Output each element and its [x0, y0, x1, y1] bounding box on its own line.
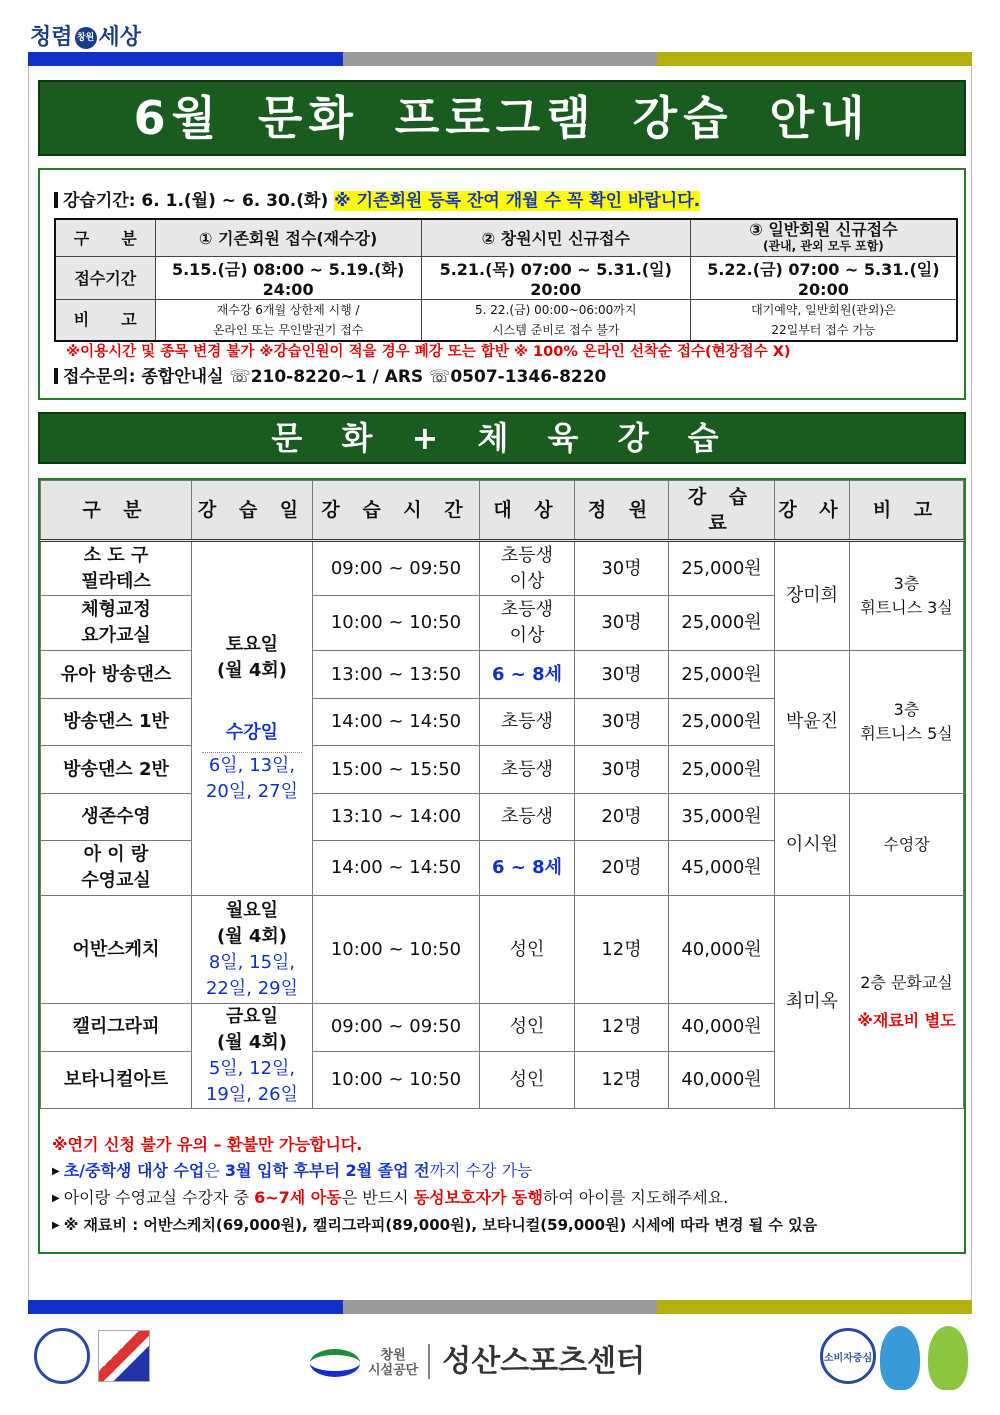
program-remarks: 수영장 [850, 794, 964, 896]
material-fee-note: ※재료비 별도 [857, 1011, 956, 1030]
reg-note-existing [155, 299, 421, 341]
reg-period-citizen: 5.21.(목) 07:00 ~ 5.31.(일) 20:00 [421, 256, 690, 299]
program-remarks [850, 896, 964, 1109]
header-instructor: 강 사 [775, 481, 850, 541]
table-row [41, 651, 964, 699]
program-target-1: 초등생 [500, 599, 554, 620]
program-fee: 40,000원 [669, 1051, 775, 1108]
program-name-line2: 수영교실 [81, 870, 151, 891]
contact-text: 접수문의: 종합안내실 ☏210-8220~1 / ARS ☏0507-1346-8220 [63, 367, 607, 387]
note-material: ▶ ※ 재료비 : 어반스케치(69,000원), 캘리그라피(89,000원), 보타니컬(59,000원) 시세에 따라 변경 될 수 있음 [52, 1216, 818, 1234]
note-student-c: 3월 입학 후부터 2월 졸업 전 [224, 1161, 430, 1180]
program-box [38, 478, 966, 1254]
note-student-a: 초/중학생 대상 수업 [63, 1161, 205, 1180]
note-refund: ※연기 신청 불가 유의 – 환불만 가능합니다. [52, 1135, 363, 1154]
note-student: ▶ 초/중학생 대상 수업은 3월 입학 후부터 2월 졸업 전까지 수강 가능 [52, 1161, 533, 1180]
section-title: 문 화 + 체 육 강 습 [38, 412, 966, 464]
footer [0, 1318, 1000, 1408]
reg-note-citizen [421, 299, 690, 341]
program-target: 초등생 [480, 699, 575, 746]
page-title: 6월 문화 프로그램 강습 안내 [38, 80, 966, 156]
reg-period-existing: 5.15.(금) 08:00 ~ 5.19.(화) 24:00 [155, 256, 421, 299]
program-time: 10:00 ~ 10:50 [313, 896, 480, 1004]
program-target: 초등생 [480, 746, 575, 794]
program-fee: 25,000원 [669, 651, 775, 699]
integrity-logo [30, 20, 141, 51]
program-remarks [850, 541, 964, 651]
instructor-name: 최미옥 [775, 896, 850, 1109]
period-line [54, 186, 700, 211]
program-capacity: 30명 [575, 651, 669, 699]
program-name: 방송댄스 2반 [41, 746, 192, 794]
program-time: 09:00 ~ 09:50 [313, 1004, 480, 1052]
top-color-stripe [28, 52, 972, 66]
program-target [480, 596, 575, 651]
mascot-green-icon [928, 1326, 968, 1390]
program-target: 성인 [480, 1051, 575, 1108]
org-small-1: 창원 [380, 1347, 406, 1363]
reg-note-citizen-2: 시스템 준비로 접수 불가 [492, 322, 620, 337]
program-target: 6 ~ 8세 [480, 841, 575, 896]
logo-text-left: 청렴 [30, 24, 73, 50]
note-guardian-b: 6~7세 아동 [254, 1188, 342, 1207]
reg-col-label: 구 분 [55, 219, 155, 256]
table-header-row [41, 481, 964, 541]
header-remarks: 비 고 [850, 481, 964, 541]
instructor-name: 박윤진 [775, 651, 850, 794]
sports-center-logo [310, 1336, 645, 1380]
note-guardian-a: 아이랑 수영교실 수강자 중 [63, 1188, 255, 1207]
program-fee: 25,000원 [669, 541, 775, 596]
org-small-2: 시설공단 [368, 1362, 419, 1378]
program-capacity: 20명 [575, 841, 669, 896]
program-time: 10:00 ~ 10:50 [313, 1051, 480, 1108]
reg-note-citizen-1: 5. 22.(금) 00:00~06:00까지 [474, 302, 637, 317]
contact-line [54, 362, 606, 387]
program-fee: 25,000원 [669, 699, 775, 746]
note-guardian-e: 하여 아이를 지도해주세요. [542, 1188, 729, 1207]
program-name-line1: 소 도 구 [83, 544, 149, 566]
reg-note-general [690, 299, 957, 341]
note-student-d: 까지 수강 가능 [429, 1161, 533, 1180]
table-row [41, 794, 964, 841]
program-capacity: 30명 [575, 699, 669, 746]
program-time: 14:00 ~ 14:50 [313, 699, 480, 746]
program-time: 15:00 ~ 15:50 [313, 746, 480, 794]
header-day: 강 습 일 [192, 481, 313, 541]
program-time: 13:00 ~ 13:50 [313, 651, 480, 699]
header-category: 구 분 [41, 481, 192, 541]
program-name [41, 596, 192, 651]
period-label: 강습기간: 6. 1.(월) ~ 6. 30.(화) [63, 191, 329, 211]
reg-col-general [690, 219, 957, 256]
program-capacity: 30명 [575, 541, 669, 596]
table-row [41, 896, 964, 1004]
program-capacity: 30명 [575, 746, 669, 794]
sat-dates-1: 6일, 13일, [208, 755, 296, 776]
header-time: 강 습 시 간 [313, 481, 480, 541]
program-target-2: 이상 [509, 570, 545, 592]
program-name: 유아 방송댄스 [41, 651, 192, 699]
header-target: 대 상 [480, 481, 575, 541]
program-name: 생존수영 [41, 794, 192, 841]
program-capacity: 30명 [575, 596, 669, 651]
fri-dates-1: 5일, 12일, [208, 1058, 296, 1079]
program-fee: 25,000원 [669, 746, 775, 794]
reg-col-existing: ① 기존회원 접수(재수강) [155, 219, 421, 256]
remarks-1a: 3층 [893, 574, 920, 593]
bottom-color-stripe [28, 1300, 972, 1314]
fri-dates-2: 19일, 26일 [205, 1084, 299, 1105]
program-name: 캘리그라피 [41, 1004, 192, 1052]
program-fee: 45,000원 [669, 841, 775, 896]
remarks-1b: 휘트니스 3실 [860, 598, 953, 617]
program-name-line1: 체형교정 [81, 599, 151, 620]
program-capacity: 12명 [575, 896, 669, 1004]
mon-dates-2: 22일, 29일 [205, 977, 299, 999]
note-guardian: ▶ 아이랑 수영교실 수강자 중 6~7세 아동은 반드시 동성보호자가 동행하여 아이를 지도해주세요. [52, 1188, 729, 1207]
program-target-2: 이상 [509, 625, 545, 646]
program-name [41, 841, 192, 896]
monday-schedule [192, 896, 313, 1004]
reg-period-general: 5.22.(금) 07:00 ~ 5.31.(일) 20:00 [690, 256, 957, 299]
program-name: 어반스케치 [41, 896, 192, 1004]
friday-schedule [192, 1004, 313, 1109]
program-name: 보타니컬아트 [41, 1051, 192, 1108]
program-name-line2: 요가교실 [81, 625, 151, 646]
note-student-b: 은 [204, 1161, 225, 1180]
center-name: 성산스포츠센터 [428, 1344, 645, 1379]
reg-col-general-label: ③ 일반회원 신규접수 [749, 219, 898, 239]
program-target: 초등생 [480, 794, 575, 841]
program-time: 10:00 ~ 10:50 [313, 596, 480, 651]
reg-row-note-label: 비 고 [55, 299, 155, 341]
sat-dates-2: 20일, 27일 [205, 781, 299, 802]
table-row [41, 541, 964, 596]
header-fee: 강 습 료 [669, 481, 775, 541]
reg-note-general-1: 대기예약, 일반회원(관외)은 [751, 302, 896, 317]
warning-line: ※이용시간 및 종목 변경 불가 ※강습인원이 적을 경우 폐강 또는 합반 ※ 100% 온라인 선착순 접수(현장접수 X) [66, 344, 791, 360]
instructor-name: 이시원 [775, 794, 850, 896]
logo-text-right: 세상 [98, 24, 142, 50]
sat-day: 토요일 [225, 634, 279, 655]
program-time: 09:00 ~ 09:50 [313, 541, 480, 596]
program-capacity: 20명 [575, 794, 669, 841]
program-name: 방송댄스 1반 [41, 699, 192, 746]
certification-seal-icon [34, 1328, 90, 1384]
instructor-name: 장미희 [775, 541, 850, 651]
program-name [41, 541, 192, 596]
consumer-badge-icon: 소비자중심 [820, 1328, 876, 1384]
note-guardian-c: 은 반드시 [341, 1188, 414, 1207]
reg-col-citizen: ② 창원시민 신규접수 [421, 219, 690, 256]
program-target: 6 ~ 8세 [480, 651, 575, 699]
note-guardian-d: 동성보호자가 동행 [413, 1188, 543, 1207]
registration-info-box [38, 168, 966, 400]
reg-col-general-sub: (관내, 관외 모두 포함) [762, 238, 884, 253]
header-capacity: 정 원 [575, 481, 669, 541]
note-material-text: ※ 재료비 : 어반스케치(69,000원), 캘리그라피(89,000원), 보타니컬(59,000원) 시세에 따라 변경 될 수 있음 [63, 1216, 818, 1234]
program-fee: 40,000원 [669, 1004, 775, 1052]
reg-row-period-label: 접수기간 [55, 256, 155, 299]
program-capacity: 12명 [575, 1004, 669, 1052]
program-target [480, 541, 575, 596]
org-small-name [368, 1348, 418, 1378]
program-name-line1: 아 이 랑 [83, 844, 149, 865]
program-table [40, 480, 964, 1109]
program-target: 성인 [480, 896, 575, 1004]
program-target-1: 초등생 [500, 544, 554, 566]
program-fee: 40,000원 [669, 896, 775, 1004]
registration-table [54, 218, 958, 342]
period-notice: ※ 기존회원 등록 잔여 개월 수 꼭 확인 바랍니다. [334, 191, 701, 211]
notes-section [52, 1132, 817, 1239]
logo-dot: 창원 [75, 27, 97, 49]
award-mark-icon [98, 1330, 150, 1382]
sat-freq: (월 4회) [216, 660, 288, 681]
mon-day: 월요일 [225, 899, 279, 921]
program-remarks [850, 651, 964, 794]
remarks-4a: 2층 문화교실 [860, 973, 953, 992]
mon-dates-1: 8일, 15일, [208, 951, 296, 973]
remarks-2b: 휘트니스 5실 [860, 724, 953, 743]
mascot-blue-icon [880, 1326, 920, 1390]
program-time: 13:10 ~ 14:00 [313, 794, 480, 841]
fri-day: 금요일 [225, 1006, 279, 1027]
program-fee: 35,000원 [669, 794, 775, 841]
mon-freq: (월 4회) [216, 925, 288, 947]
program-target: 성인 [480, 1004, 575, 1052]
reg-note-existing-2: 온라인 또는 무인발권기 접수 [212, 322, 364, 337]
program-capacity: 12명 [575, 1051, 669, 1108]
corporation-swirl-icon [310, 1349, 360, 1377]
fri-freq: (월 4회) [216, 1032, 288, 1053]
remarks-2a: 3층 [893, 700, 920, 719]
reg-note-existing-1: 재수강 6개월 상한제 시행 / [216, 302, 360, 317]
program-name-line2: 필라테스 [81, 570, 151, 592]
program-fee: 25,000원 [669, 596, 775, 651]
saturday-schedule [192, 541, 313, 896]
reg-note-general-2: 22일부터 접수 가능 [771, 322, 876, 337]
sat-dates-label: 수강일 [225, 722, 279, 743]
program-time: 14:00 ~ 14:50 [313, 841, 480, 896]
